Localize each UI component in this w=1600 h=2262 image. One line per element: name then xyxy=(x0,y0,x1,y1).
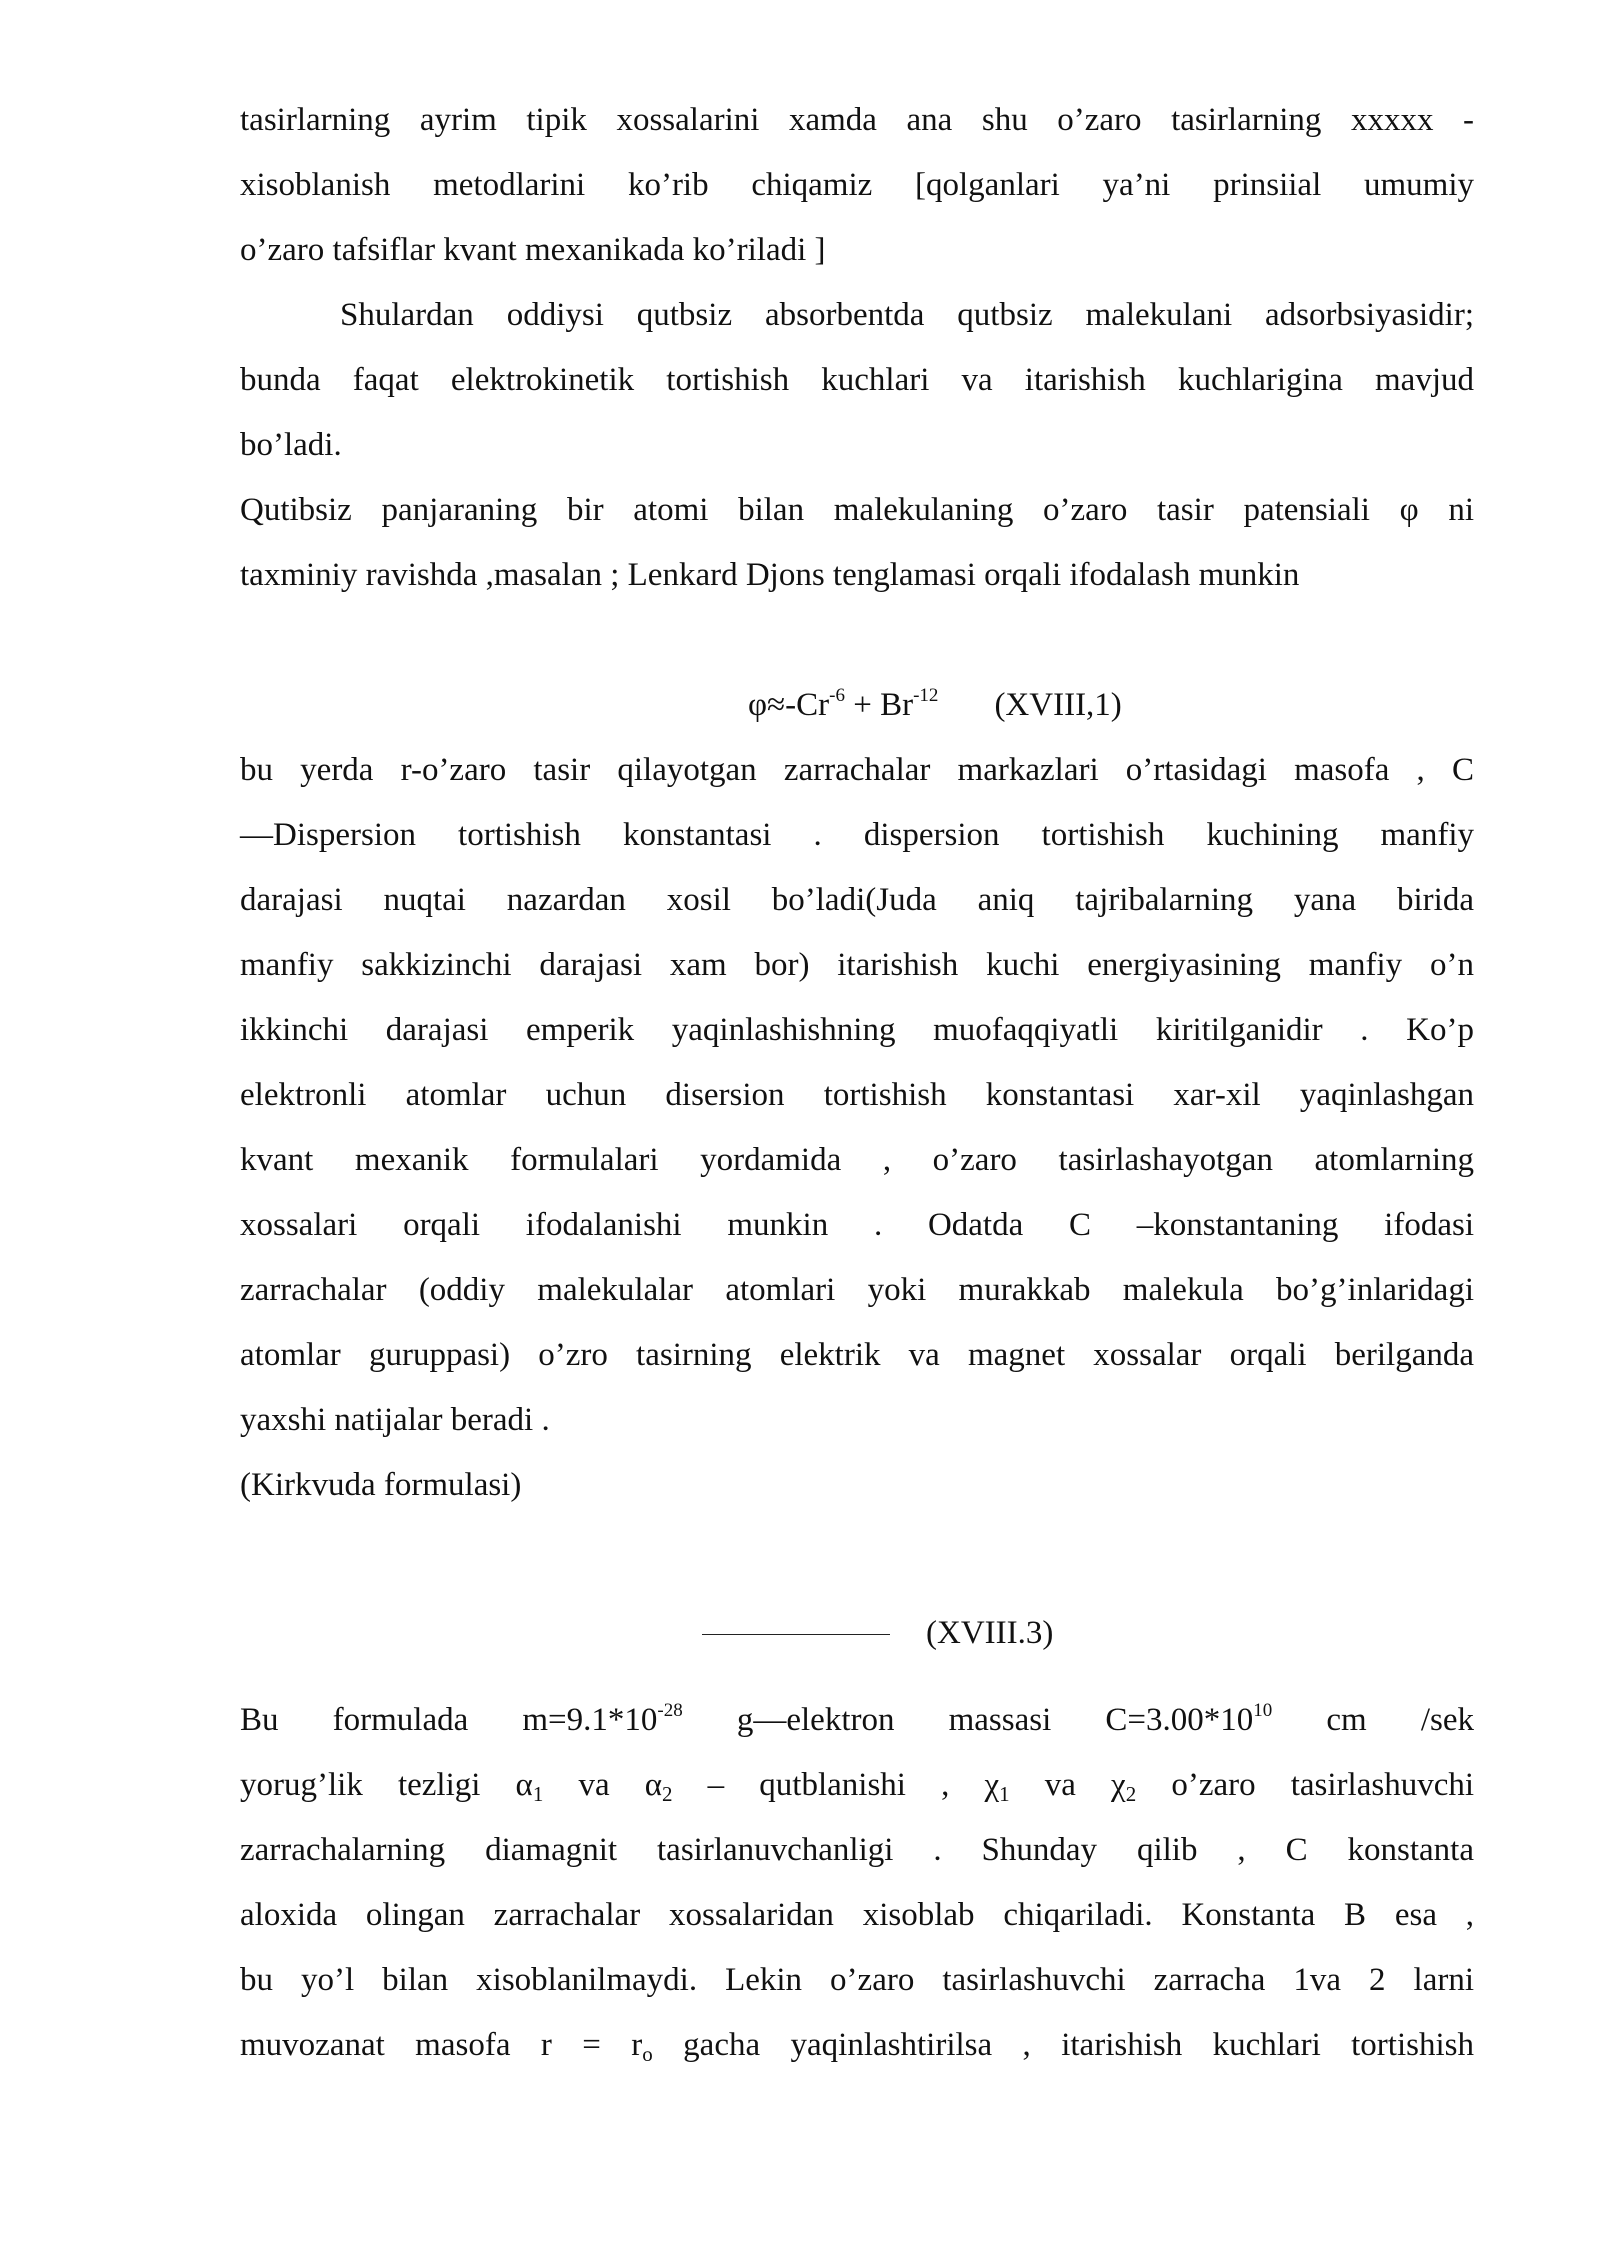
subscript: 1 xyxy=(999,1782,1010,1806)
text-line xyxy=(240,1765,1474,1805)
text-line: bu yerda r-o’zaro tasir qilayotgan zarrachalar markazlari o’rtasidagi masofa , C xyxy=(240,752,1474,788)
subscript: 1 xyxy=(532,1782,544,1806)
text-line xyxy=(240,2025,1474,2065)
equation-term: + Br xyxy=(844,687,914,723)
text-run: yorug’lik tezligi α xyxy=(240,1767,533,1803)
text-line: zarrachalarning diamagnit tasirlanuvchanligi . Shunday qilib , C konstanta xyxy=(240,1832,1474,1868)
text-run: va χ xyxy=(1009,1767,1126,1803)
subscript: o xyxy=(642,2042,653,2066)
text-line: aloxida olingan zarrachalar xossalaridan xisoblab chiqariladi. Konstanta B esa , xyxy=(240,1897,1474,1933)
text-line: zarrachalar (oddiy malekulalar atomlari yoki murakkab malekula bo’g’inlaridagi xyxy=(240,1272,1474,1308)
text-line: bunda faqat elektrokinetik tortishish kuchlari va itarishish kuchlarigina mavjud xyxy=(240,362,1474,398)
formula-fraction-rule xyxy=(702,1634,890,1635)
equation-label: (XVIII.3) xyxy=(926,1615,1054,1651)
text-run: g—elektron massasi C=3.00*10 xyxy=(682,1702,1254,1738)
text-line: xisoblanish metodlarini ko’rib chiqamiz [qolganlari ya’ni prinsiial umumiy xyxy=(240,167,1474,203)
equation-exponent: -12 xyxy=(913,685,939,706)
text-run: gacha yaqinlashtirilsa , itarishish kuchlari tortishish xyxy=(652,2027,1474,2063)
text-run: cm /sek xyxy=(1272,1702,1474,1738)
equation-label: (XVIII,1) xyxy=(994,687,1122,723)
text-line: o’zaro tafsiflar kvant mexanikada ko’riladi ] xyxy=(240,232,826,268)
exponent: -28 xyxy=(657,1700,683,1721)
equation-lhs: φ≈-Cr xyxy=(748,687,830,723)
text-line: tasirlarning ayrim tipik xossalarini xamda ana shu o’zaro tasirlarning xxxxx - xyxy=(240,102,1474,138)
text-line: elektronli atomlar uchun disersion tortishish konstantasi xar-xil yaqinlashgan xyxy=(240,1077,1474,1113)
text-line: darajasi nuqtai nazardan xosil bo’ladi(Juda aniq tajribalarning yana birida xyxy=(240,882,1474,918)
text-line: taxminiy ravishda ,masalan ; Lenkard Djons tenglamasi orqali ifodalash munkin xyxy=(240,557,1300,593)
text-line: atomlar guruppasi) o’zro tasirning elektrik va magnet xossalar orqali berilganda xyxy=(240,1337,1474,1373)
text-line: (Kirkvuda formulasi) xyxy=(240,1467,522,1503)
text-run: – qutblanishi , χ xyxy=(672,1767,1000,1803)
text-line: yaxshi natijalar beradi . xyxy=(240,1402,550,1438)
subscript: 2 xyxy=(662,1782,673,1806)
text-line: —Dispersion tortishish konstantasi . dispersion tortishish kuchining manfiy xyxy=(240,817,1474,853)
paragraph-first-line: Shulardan oddiysi qutbsiz absorbentda qutbsiz malekulani adsorbsiyasidir; xyxy=(340,297,1474,333)
text-line: ikkinchi darajasi emperik yaqinlashishning muofaqqiyatli kiritilganidir . Ko’p xyxy=(240,1012,1474,1048)
text-line: kvant mexanik formulalari yordamida , o’zaro tasirlashayotgan atomlarning xyxy=(240,1142,1474,1178)
text-line: bu yo’l bilan xisoblanilmaydi. Lekin o’zaro tasirlashuvchi zarracha 1va 2 larni xyxy=(240,1962,1474,1998)
text-run: o’zaro tasirlashuvchi xyxy=(1136,1767,1475,1803)
text-line: xossalari orqali ifodalanishi munkin . Odatda C –konstantaning ifodasi xyxy=(240,1207,1474,1243)
text-run: Bu formulada m=9.1*10 xyxy=(240,1702,658,1738)
text-line: bo’ladi. xyxy=(240,427,342,463)
text-run: va α xyxy=(543,1767,663,1803)
text-line: Qutibsiz panjaraning bir atomi bilan malekulaning o’zaro tasir patensiali φ ni xyxy=(240,492,1474,528)
text-line: manfiy sakkizinchi darajasi xam bor) itarishish kuchi energiyasining manfiy o’n xyxy=(240,947,1474,983)
subscript: 2 xyxy=(1125,1782,1137,1806)
exponent: 10 xyxy=(1253,1700,1273,1721)
equation-exponent: -6 xyxy=(829,685,845,706)
text-run: muvozanat masofa r = r xyxy=(240,2027,643,2063)
text-line xyxy=(240,1700,1474,1740)
